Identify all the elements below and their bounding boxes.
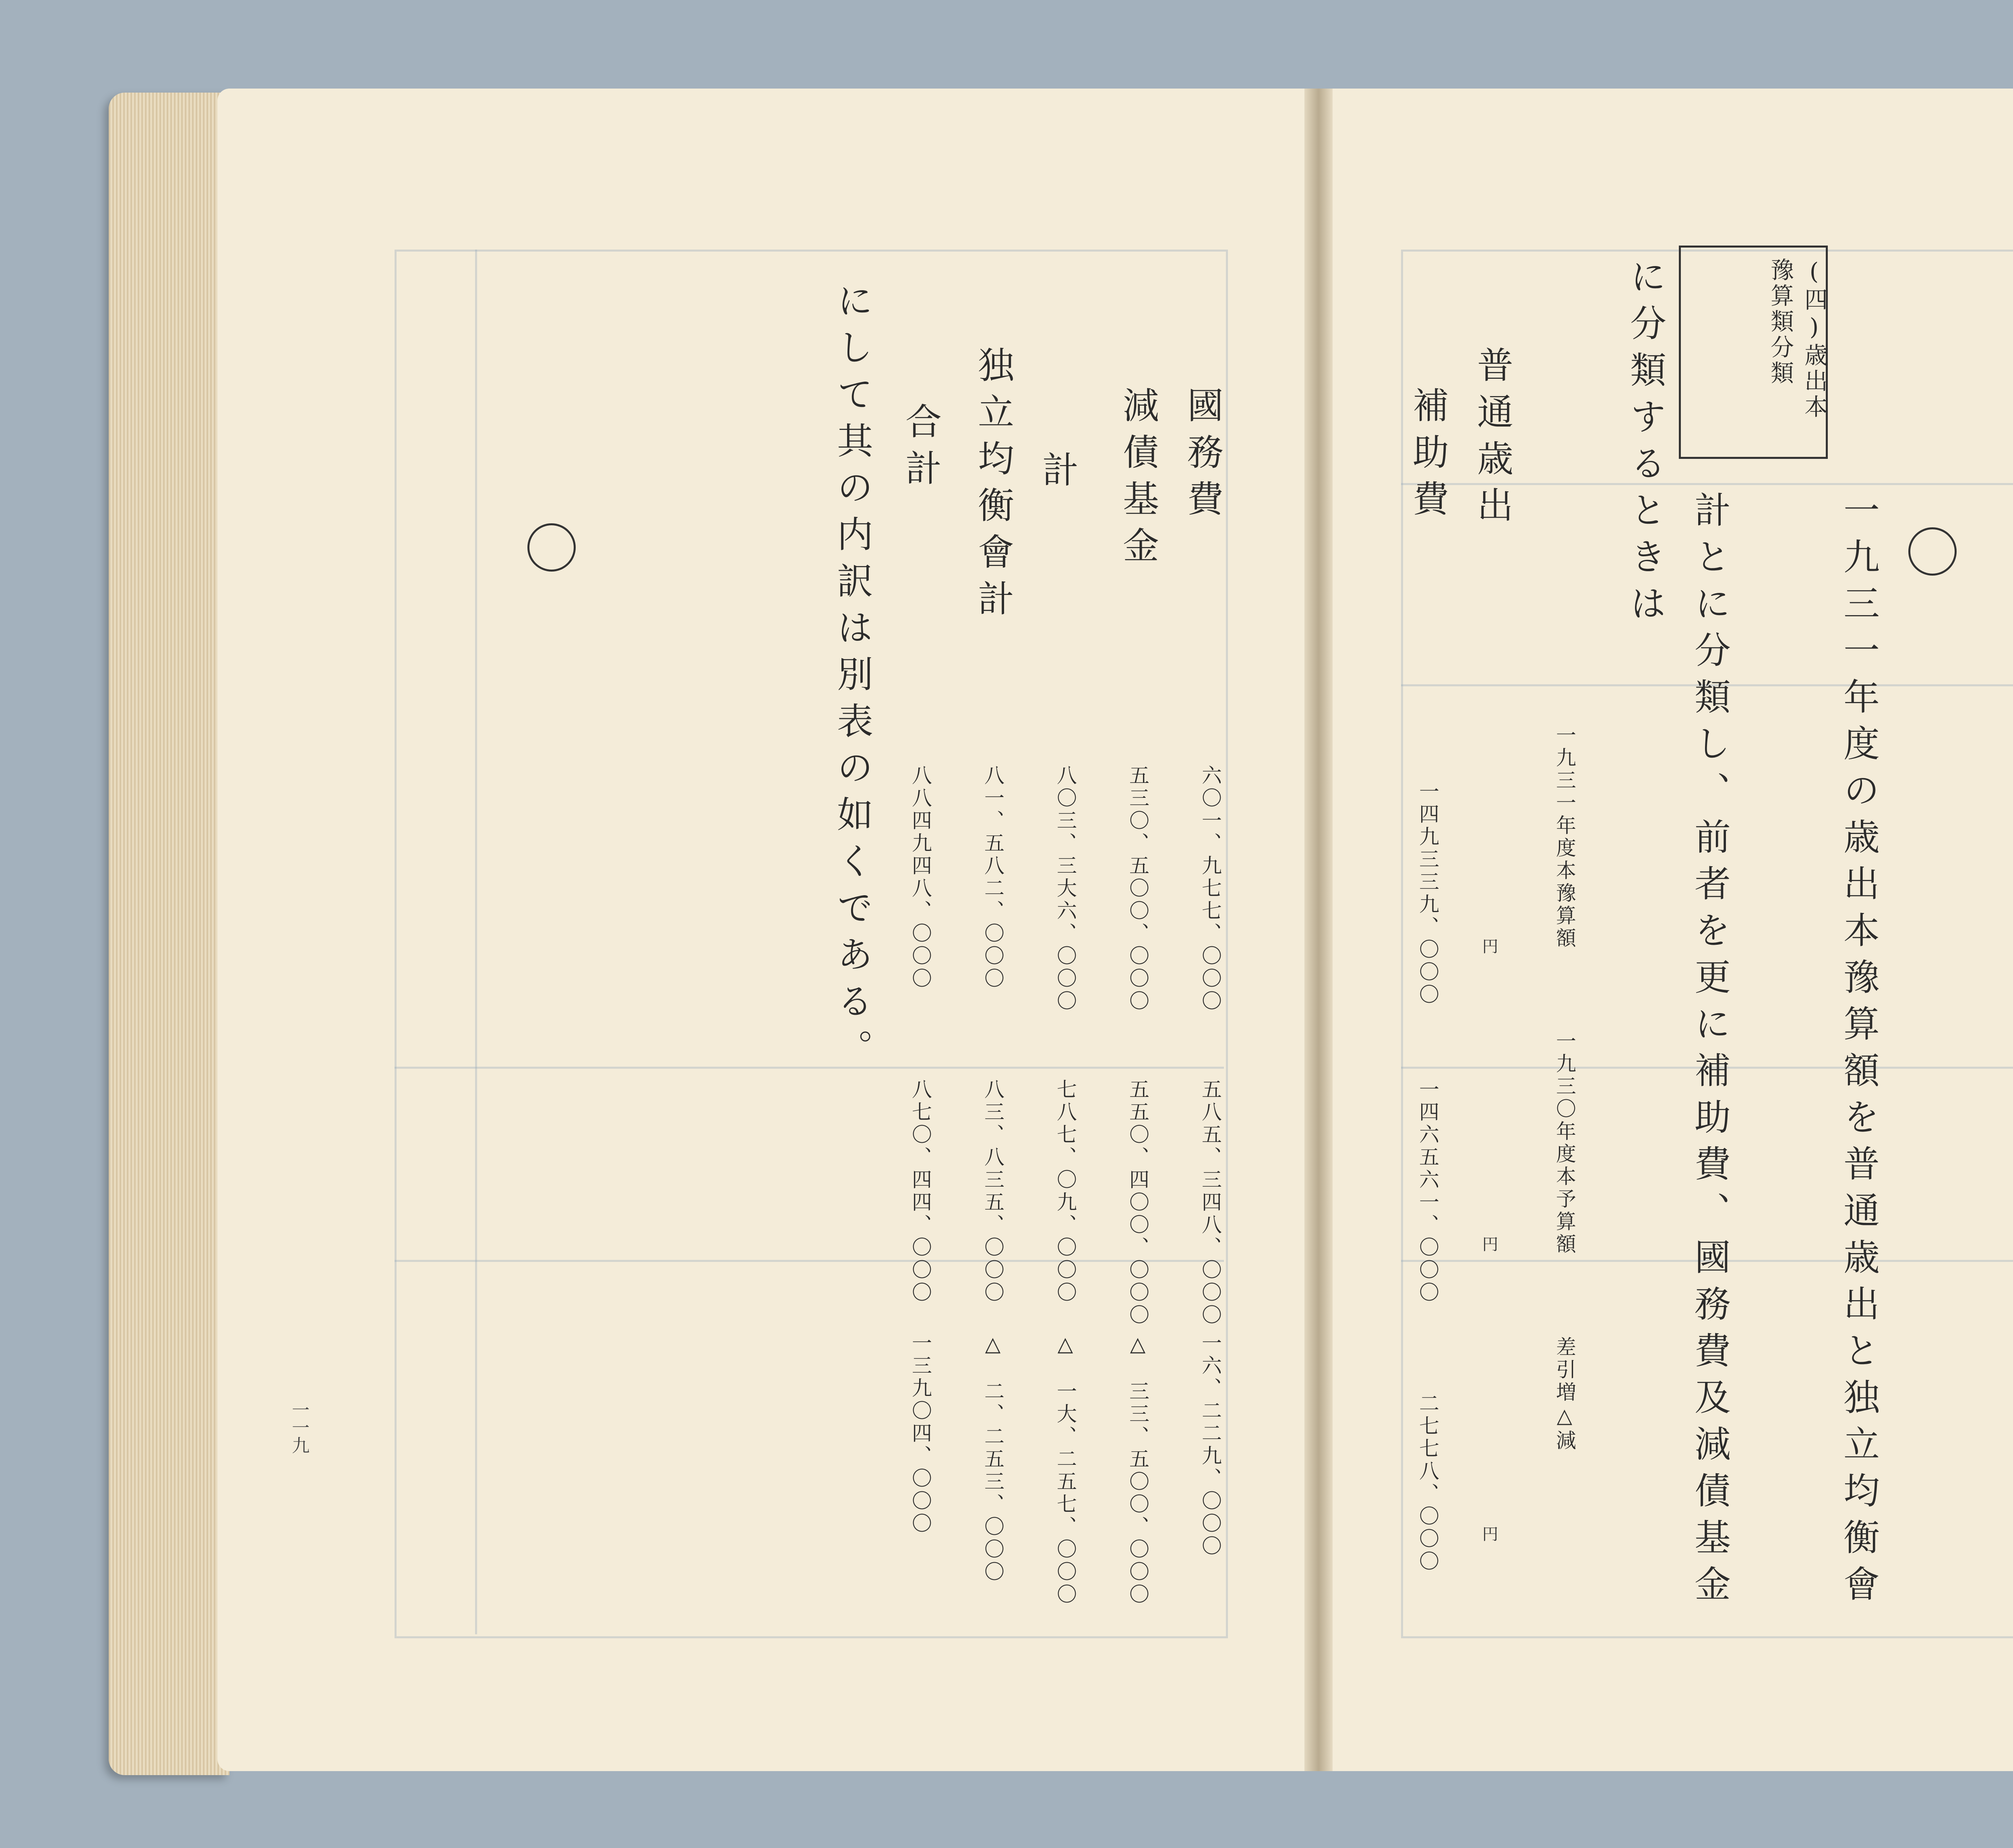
intro-line: 一九三一年度の歳出本豫算額を普通歳出と独立均衡會 <box>1837 491 1879 1612</box>
item-label: 國務費 <box>1181 386 1223 527</box>
item-diff: △ 二、二五三、〇〇〇 <box>981 1332 1004 1584</box>
sub-value: 二七七八、〇〇〇 <box>1416 1393 1439 1573</box>
column-header: 一九三一年度本豫算額 <box>1553 725 1576 950</box>
item-diff: 一三九〇四、〇〇〇 <box>909 1332 932 1535</box>
intro-line: 計とに分類し、前者を更に補助費、國務費及減債基金 <box>1688 491 1730 1612</box>
item-budget: 五三〇、五〇〇、〇〇〇 <box>1126 765 1149 1013</box>
item-budget: 六〇一、九七七、〇〇〇 <box>1199 765 1222 1013</box>
item-prev: 七八七、〇九、〇〇〇 <box>1054 1079 1077 1304</box>
item-diff: 一六、二二九、〇〇〇 <box>1199 1332 1222 1558</box>
item-diff: △ 一大、二五七、〇〇〇 <box>1054 1332 1077 1606</box>
line-label: 補助費 <box>1406 386 1449 527</box>
page-number: 一一九 <box>289 1401 309 1454</box>
intro-line: に分類するときは <box>1624 258 1666 631</box>
show-through-left <box>395 250 1228 1638</box>
gutter <box>1304 89 1333 1771</box>
binding-hole-circle <box>1908 527 1957 576</box>
unit-label: 円 <box>1480 1236 1498 1252</box>
unit-label: 円 <box>1480 1526 1498 1542</box>
column-header: 一九三〇年度本予算額 <box>1553 1030 1576 1256</box>
item-budget: 八一、五八二、〇〇〇 <box>981 765 1004 990</box>
item-budget: 八八四九四八、〇〇〇 <box>909 765 932 990</box>
item-label: 計 <box>1036 451 1078 498</box>
item-prev: 八七〇、四四、〇〇〇 <box>909 1079 932 1304</box>
column-header: 差引増△減 <box>1553 1336 1576 1452</box>
show-through-line <box>475 250 477 1634</box>
unit-label: 円 <box>1480 938 1498 954</box>
sub-value: 一四九三三九、〇〇〇 <box>1416 781 1439 1006</box>
item-prev: 五八五、三四八、〇〇〇 <box>1199 1079 1222 1327</box>
line-label: 普通歳出 <box>1471 346 1513 533</box>
item-prev: 八三、八三五、〇〇〇 <box>981 1079 1004 1304</box>
section-heading: (四)歳出本豫算類分類 <box>1767 258 1828 420</box>
item-prev: 五五〇、四〇〇、〇〇〇 <box>1126 1079 1149 1327</box>
closing-text: にして其の内訳は別表の如くである。 <box>831 282 873 1076</box>
item-diff: △ 三三、五〇〇、〇〇〇 <box>1126 1332 1149 1606</box>
sub-value: 一四六五六一、〇〇〇 <box>1416 1079 1439 1304</box>
show-through-line <box>395 1260 1224 1262</box>
left-fore-edge <box>109 93 229 1775</box>
item-label: 減債基金 <box>1116 386 1159 573</box>
item-label: 合計 <box>899 403 941 496</box>
item-label: 独立均衡會計 <box>971 346 1014 626</box>
item-budget: 八〇三、三大六、〇〇〇 <box>1054 765 1077 1013</box>
show-through-line <box>395 1067 1224 1069</box>
binding-hole-circle <box>527 523 576 572</box>
